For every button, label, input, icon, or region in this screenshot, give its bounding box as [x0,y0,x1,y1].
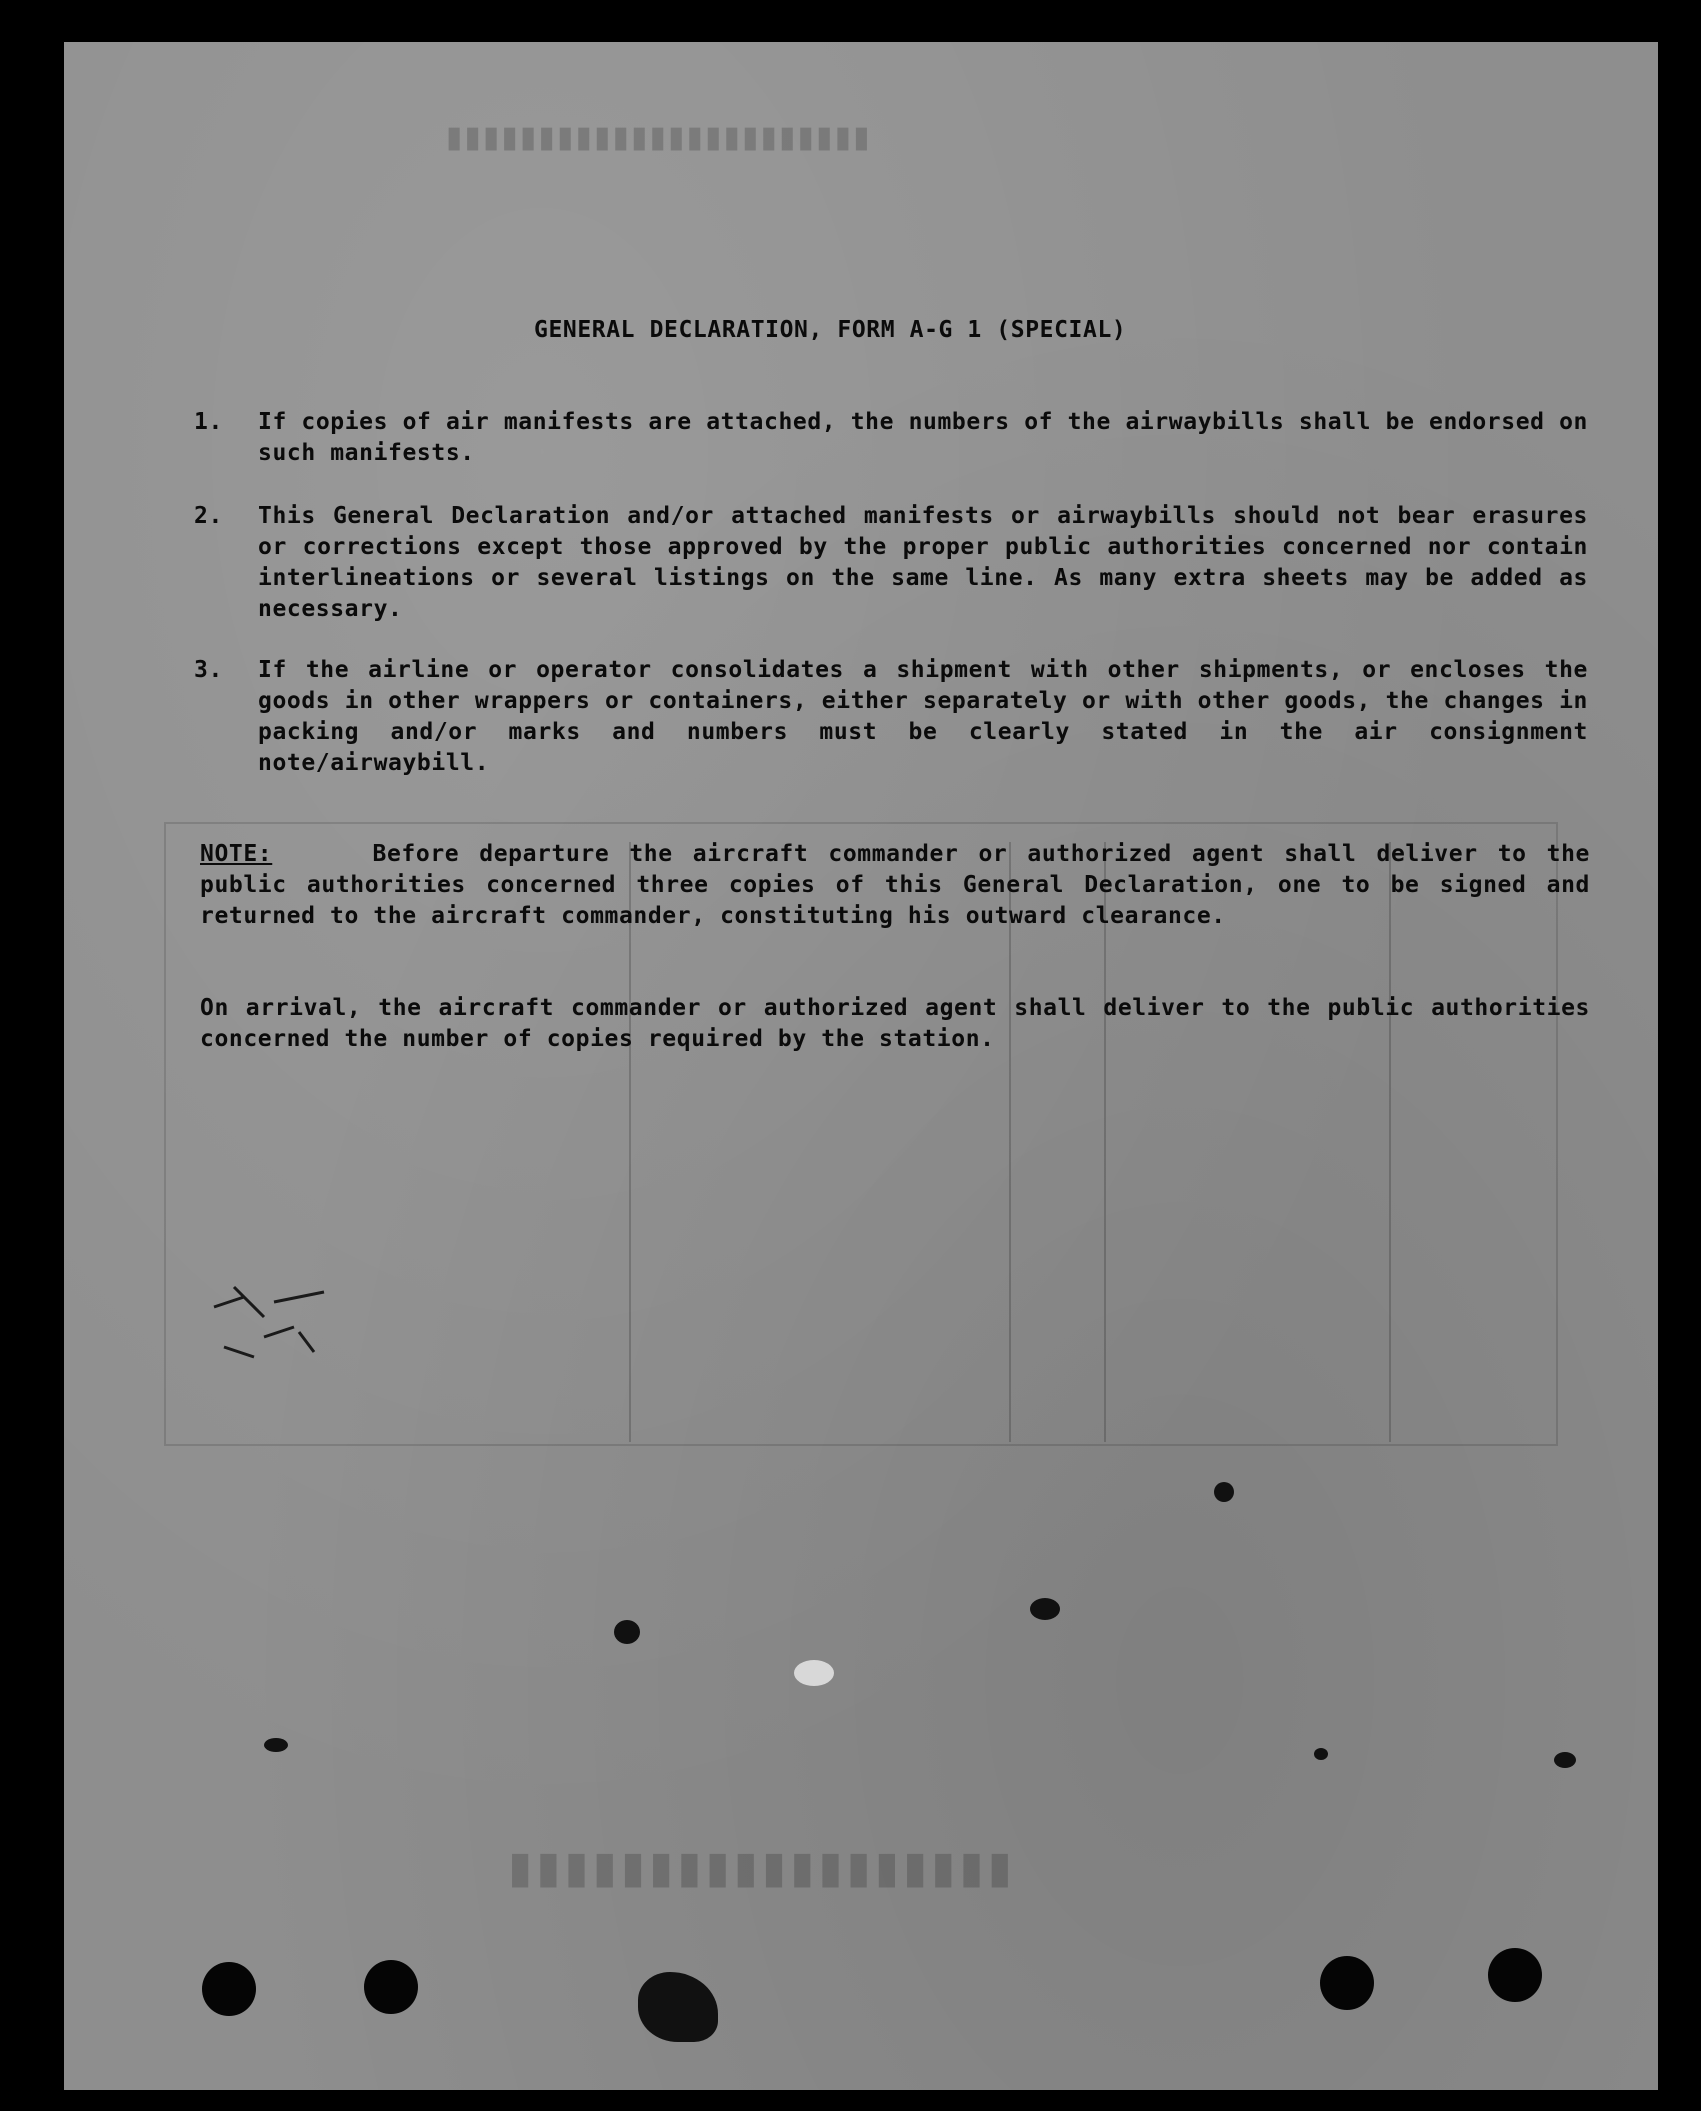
punch-hole [1320,1956,1374,2010]
punch-hole [1488,1948,1542,2002]
ink-spot [1314,1748,1328,1760]
note-text: Before departure the aircraft commander or authorized agent shall deliver to the public authorities concerned three copies of this General Declaration, one to be signed and returned to the aircraft commander, constituting his outward clearance. [200,841,1590,929]
ink-spot [1030,1598,1060,1620]
bleed-through-line [1009,842,1011,1442]
bleed-through-line [1104,842,1106,1442]
bleed-through-heading: ▮▮▮▮▮▮▮▮▮▮▮▮▮▮▮▮▮▮▮▮▮▮▮ [444,120,870,155]
item-number: 3. [194,657,223,683]
item-text: This General Declaration and/or attached manifests or airwaybills should not bear erasures or corrections except those approved by the proper public authorities concerned nor contain interlineations or several listings on the same line. As many extra sheets may be added as necessary. [258,503,1588,622]
bleed-through-line [1389,842,1391,1442]
note-label: NOTE: [200,841,273,867]
item-text: If copies of air manifests are attached, the numbers of the airwaybills shall be endorsed on such manifests. [258,409,1588,466]
bleed-through-line [629,842,631,1442]
ink-spot [614,1620,640,1644]
ink-spot [1554,1752,1576,1768]
document-page [64,42,1658,2090]
punch-hole [202,1962,256,2016]
note-paragraph [200,839,1590,932]
punch-hole [364,1960,418,2014]
ink-spot [638,1972,718,2042]
item-number: 1. [194,409,223,435]
item-number: 2. [194,503,223,529]
bleed-through-heading-large: ▮▮▮▮▮▮▮▮▮▮▮▮▮▮▮▮▮▮ [504,1842,1012,1893]
ink-spot [1214,1482,1234,1502]
ink-spot [794,1660,834,1686]
arrival-paragraph: On arrival, the aircraft commander or authorized agent shall deliver to the public authorities concerned the number of copies required by the station. [200,995,1590,1052]
ink-spot [264,1738,288,1752]
scribble-mark [204,1277,364,1387]
item-text: If the airline or operator consolidates a shipment with other shipments, or encloses the goods in other wrappers or containers, either separately or with other goods, the changes in packing and/or marks and numbers must be clearly stated in the air consignment note/airwaybill. [258,657,1588,776]
page-title: GENERAL DECLARATION, FORM A-G 1 (SPECIAL) [534,317,1127,343]
